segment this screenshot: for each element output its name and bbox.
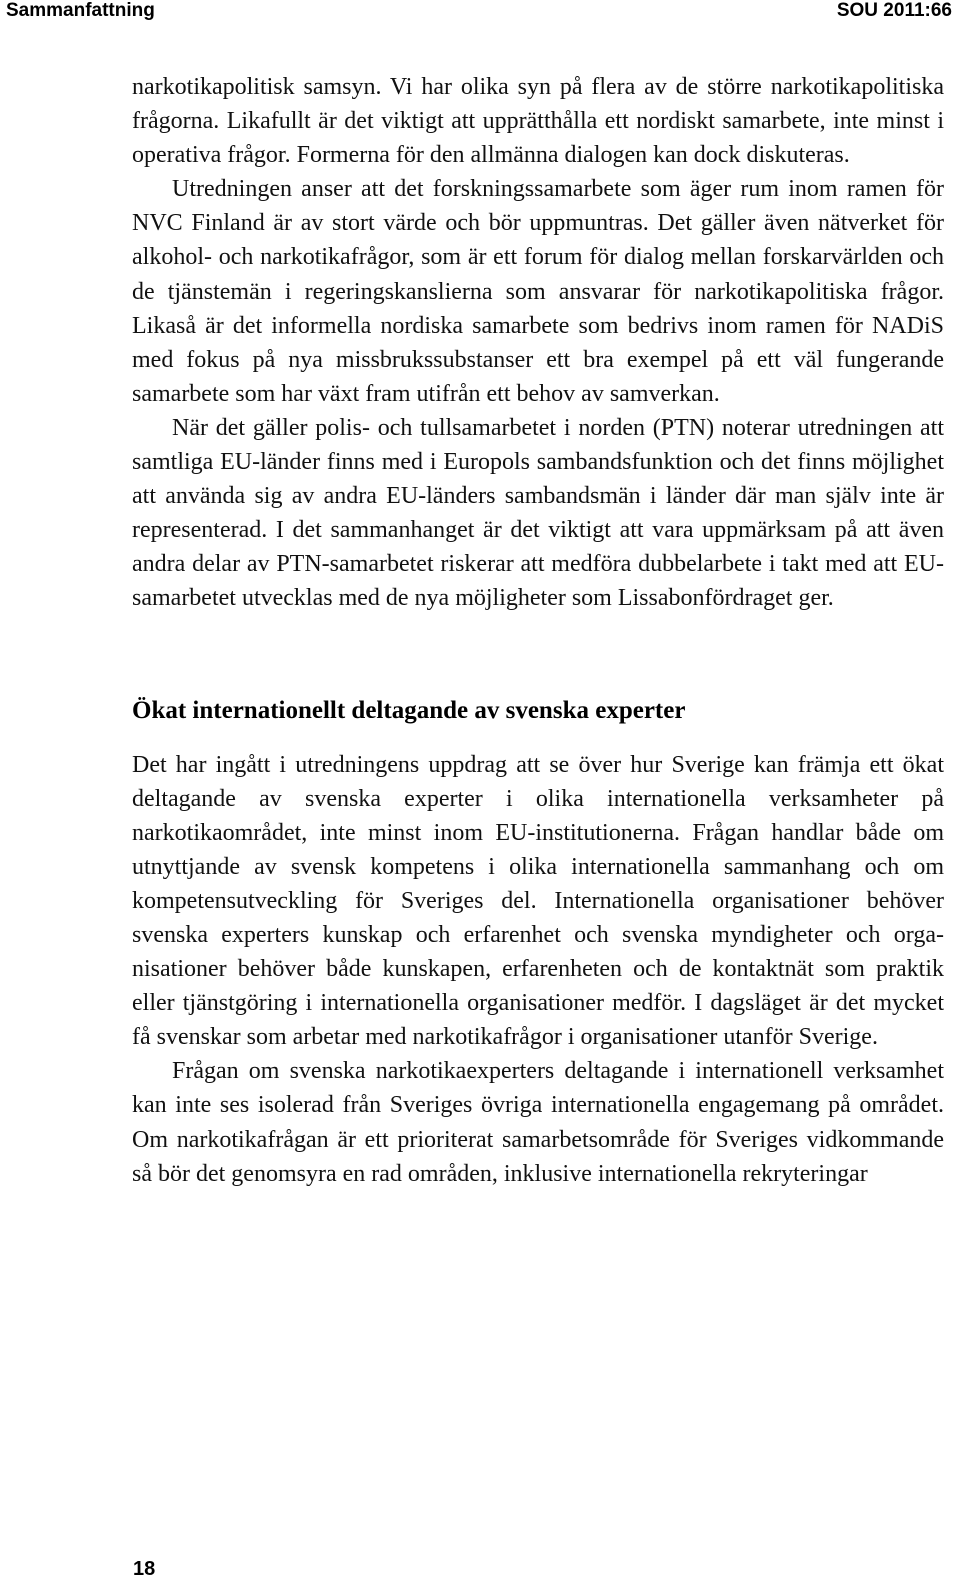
paragraph: Frågan om svenska narkotikaexperters deltagande i internationell verksamhet kan inte ses isolerad från Sveriges övriga internationella engagemang på området. Om narkotikafrågan är ett prioriterat samarbetsområde för Sveriges vidkommande så bör det genomsyra en rad områden, inklusive internationella rekryteringar xyxy=(132,1058,944,1187)
paragraph: narkotikapolitisk samsyn. Vi har olika syn på flera av de större narkotikapolitiska frågorna. Likafullt är det viktigt att upprätthålla ett nordiskt samarbete, inte minst i operativa frågor. Formerna för den allmänna dialogen kan dock diskuteras. xyxy=(132,74,944,169)
paragraph: Utredningen anser att det forskningssamarbete som äger rum inom ramen för NVC Finland är av stort värde och bör uppmuntras. Det gäller även nätverket för alkohol- och narkotikafrågor, som är ett forum för dialog mellan forskarvärlden och de tjänstemän i regeringskanslierna som ansvarar för narkotikapolitiska frågor. Likaså är det informella nordiska samarbete som bedrivs inom ramen för NADiS med fokus på nya missbrukssubstanser ett bra exempel på ett väl fungerande samarbete som har växt fram utifrån ett behov av samverkan. xyxy=(132,176,944,407)
section-heading: Ökat internationellt deltagande av svenska experter xyxy=(132,696,686,724)
page-header xyxy=(0,0,960,28)
running-header-reference: SOU 2011:66 xyxy=(836,0,952,21)
paragraph: När det gäller polis- och tullsamarbetet i norden (PTN) noterar utredningen att samtliga EU-länder finns med i Europols sambandsfunktion och det finns möjlighet att använda sig av andra EU-länders sambandsmän i länder där man själv inte är representerad. I det sammanhanget är det viktigt att vara uppmärksam på att även andra delar av PTN-samarbetet riskerar att medföra dubbelarbete i takt med att EU-samarbetet utvecklas med de nya möjligheter som Lissabonfördraget ger. xyxy=(132,414,944,612)
running-header-section: Sammanfattning xyxy=(6,0,155,21)
paragraph: Det har ingått i utredningens uppdrag att se över hur Sverige kan främja ett ökat deltagande av svenska experter i olika internationella verksamheter på narkotikaområdet, inte minst inom EU-institutionerna. Frågan handlar både om utnyttjande av svensk kompetens i olika internationella sammanhang och om kompetensutveckling för Sveriges del. Internationella organisationer behöver svenska experters kunskap och erfarenhet och svenska myndigheter och organisationer behöver både kunskapen, erfarenheten och de kontaktnät som praktik eller tjänstgöring i internationella organisationer medför. I dagsläget är det mycket få svenskar som arbetar med narkotikafrågor i organisationer utanför Sverige. xyxy=(132,751,944,1051)
body-text xyxy=(132,70,944,1191)
page-number: 18 xyxy=(133,1558,156,1580)
